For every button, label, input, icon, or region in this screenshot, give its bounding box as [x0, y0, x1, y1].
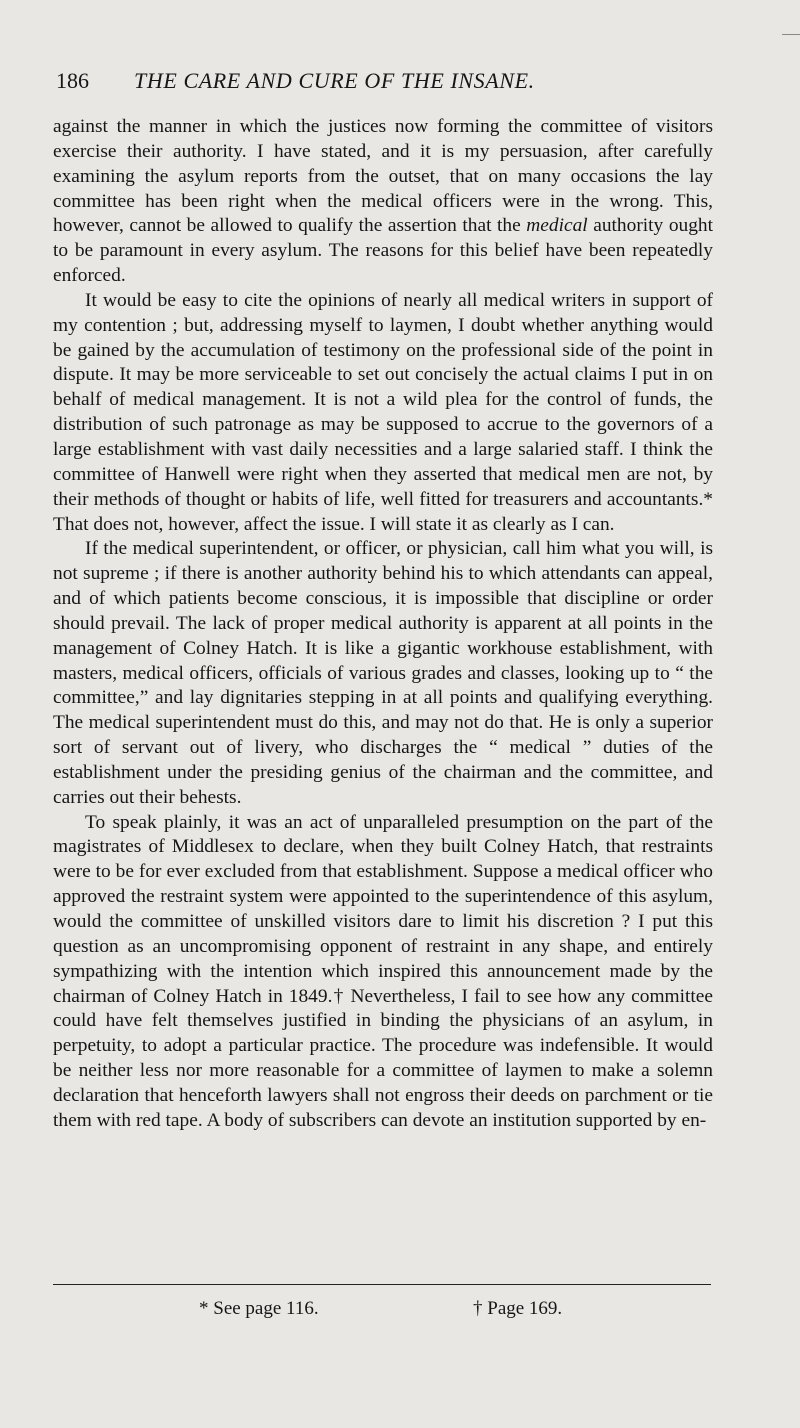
- paragraph-1-text-before: against the manner in which the justices now forming the committee of visitors exercise their authority. I have stated, and it is my persuasion, after carefully examining the asylum reports from the outset, that on many occasions the lay committee has been right when the medical officers were in the wrong. This, however, cannot be allowed to qualify the assertion that the: [53, 116, 713, 237]
- page-number: 186: [56, 68, 89, 93]
- footnotes: [53, 1294, 711, 1324]
- paragraph-2: It would be easy to cite the opinions of nearly all medical writers in support of my contention ; but, addressing myself to laymen, I doubt whether anything would be gained by the accumulation of testimony on the professional side of the point in dispute. It may be more serviceable to set out concisely the actual claims I put in on behalf of medical management. It is not a wild plea for the control of funds, the distribution of such patronage as may be supposed to accrue to the governors of a large establishment with vast daily necessities and a large salaried staff. I think the committee of Hanwell were right when they asserted that medical men are not, by their methods of thought or habits of life, well fitted for treasurers and accountants.* That does not, however, affect the issue. I will state it as clearly as I can.: [53, 289, 713, 535]
- footnote-2: † Page 169.: [473, 1298, 563, 1319]
- paragraph-3: If the medical superintendent, or officer, or physician, call him what you will, is not supreme ; if there is another authority behind his to which attendants can appeal, and of which patients become conscious, it is impossible that discipline or order should prevail. The lack of proper medical authority is apparent at all points in the management of Colney Hatch. It is like a gigantic workhouse establishment, with masters, medical officers, officials of various grades and classes, looking up to “ the committee,” and lay dignitaries stepping in at all points and qualifying everything. The medical superintendent must do this, and may not do that. He is only a superior sort of servant out of livery, who discharges the “ medical ” duties of the establishment under the presiding genius of the chairman and the committee, and carries out their behests.: [53, 538, 713, 808]
- paragraph-1-text-after: authority ought to be paramount in every asylum. The reasons for this belief have been repeatedly enforced.: [53, 215, 713, 287]
- running-title: THE CARE AND CURE OF THE INSANE.: [134, 68, 535, 93]
- page-edge-mark: [782, 34, 800, 35]
- footnote-rule: [53, 1284, 711, 1285]
- paragraph-4: To speak plainly, it was an act of unparalleled presumption on the part of the magistrates of Middlesex to declare, when they built Colney Hatch, that restraints were to be for ever excluded from that establishment. Suppose a medical officer who approved the restraint system were appointed to the superintendence of this asylum, would the committee of unskilled visitors dare to limit his discretion ? I put this question as an uncompromising opponent of restraint in any shape, and entirely sympathizing with the intention which inspired this announcement made by the chairman of Colney Hatch in 1849.† Nevertheless, I fail to see how any committee could have felt themselves justified in binding the physicians of an asylum, in perpetuity, to adopt a particular practice. The procedure was indefensible. It would be neither less nor more reasonable for a committee of laymen to make a solemn declaration that henceforth lawyers shall not engross their deeds on parchment or tie them with red tape. A body of subscribers can devote an institution supported by en-: [53, 811, 713, 1131]
- body-text: [53, 115, 713, 1134]
- paragraph-1: [53, 115, 713, 289]
- emphasis-medical: medical: [526, 215, 588, 237]
- footnote-1: * See page 116.: [199, 1298, 319, 1319]
- page-header: [56, 66, 716, 96]
